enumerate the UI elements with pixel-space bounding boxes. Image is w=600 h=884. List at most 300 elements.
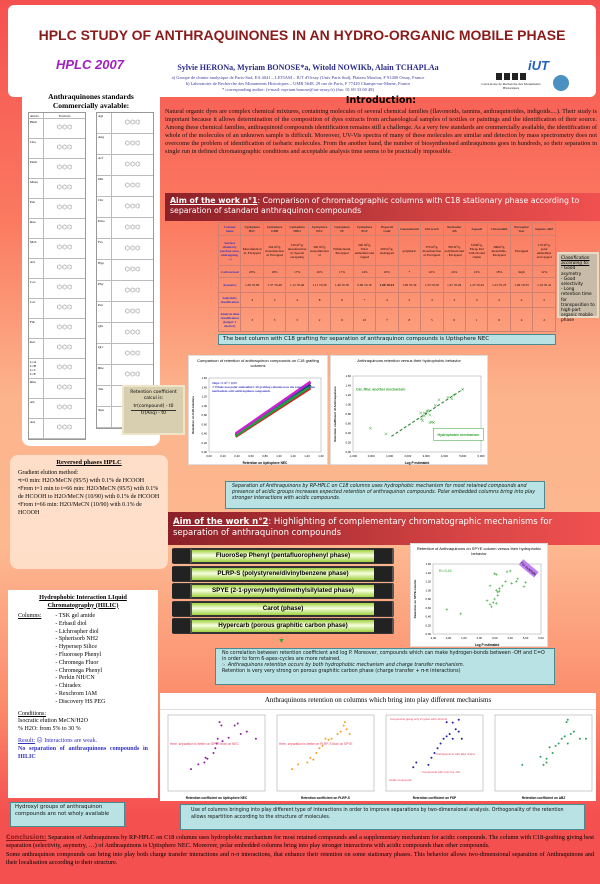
use-of-columns-banner: Use of columns bringing into play different type of interactions in order to improve separations by two-dimensional analysis. Orthogonality of the retention allows repartition according to the structure of molecules. bbox=[180, 804, 585, 830]
rp-step: •t=0 min: H2O/MeCN (95/5) with 0.1% de HCOOH bbox=[18, 478, 145, 484]
data-point bbox=[212, 752, 214, 754]
molecule-structure-icon: ⌬⌬⌬ bbox=[56, 245, 73, 251]
standard-row bbox=[29, 119, 85, 139]
classification-item: - Good asymetry bbox=[561, 266, 582, 277]
chart-annotation bbox=[212, 381, 317, 393]
x-tick-label: 0,00 bbox=[445, 636, 452, 640]
data-point bbox=[585, 738, 587, 740]
data-point bbox=[446, 721, 448, 723]
molecule-structure-icon: ⌬⌬⌬ bbox=[56, 325, 73, 331]
y-tick-label: 0,40 bbox=[345, 431, 351, 435]
data-point bbox=[214, 747, 216, 749]
data-point bbox=[234, 724, 236, 726]
table-cell: 16% bbox=[308, 266, 330, 278]
data-point bbox=[521, 764, 523, 766]
standard-abbreviation: Rue bbox=[29, 219, 44, 238]
x-tick-label: 1,20 bbox=[290, 454, 296, 458]
table-cell: 2 bbox=[488, 293, 510, 308]
hilic-column: - TSK gel amide bbox=[55, 613, 96, 619]
data-point bbox=[443, 738, 445, 740]
standards-table-left bbox=[28, 112, 86, 440]
standard-abbreviation: Agl bbox=[97, 113, 112, 133]
table-header: Uptisphere NEC bbox=[308, 223, 330, 236]
x-axis-label: Retention coefficient on Uptisphere NEC bbox=[185, 796, 248, 800]
table-cell: 3 bbox=[465, 293, 487, 308]
hilic-column: - Rexchrom IAM bbox=[55, 690, 98, 697]
y-tick-label: 0,00 bbox=[425, 632, 431, 636]
table-cell: 3 bbox=[241, 308, 263, 332]
x-tick-label: 2,00 bbox=[476, 636, 483, 640]
x-tick-label: 4,000 bbox=[440, 454, 448, 458]
poster-title: HPLC STUDY OF ANTHRAQUINONES IN AN HYDRO-ORGANIC MOBILE PHASE bbox=[38, 27, 566, 43]
data-point bbox=[415, 762, 417, 764]
data-point bbox=[546, 762, 548, 764]
data-point bbox=[555, 745, 557, 747]
y-tick-label: 1,00 bbox=[425, 588, 431, 593]
standard-row bbox=[29, 399, 85, 419]
data-point bbox=[197, 763, 199, 765]
standard-row bbox=[97, 302, 153, 323]
standard-row bbox=[29, 259, 85, 279]
table-cell: 310 m²/g, monofunctional, Special encapping bbox=[286, 236, 308, 266]
x-tick-label: 2,000 bbox=[404, 454, 412, 458]
x-axis-label: Log P estimated bbox=[404, 461, 430, 465]
y-tick-label: 1,60 bbox=[345, 374, 351, 378]
table-cell: 1.19 ±0.41 bbox=[533, 278, 556, 293]
standard-row bbox=[97, 239, 153, 260]
classification-box bbox=[557, 252, 599, 324]
hilic-column: - Fluorosep Phenyl bbox=[55, 651, 102, 658]
hilic-column: - Hypersep Silice bbox=[55, 644, 97, 651]
standard-abbreviation: Pur bbox=[97, 302, 112, 322]
standard-abbreviation: Cha bbox=[29, 139, 44, 158]
molecule-structure-icon: ⌬⌬⌬ bbox=[124, 182, 141, 189]
column-name: Carot (phase) bbox=[192, 603, 374, 615]
standard-row bbox=[29, 239, 85, 259]
data-point bbox=[567, 743, 569, 745]
mechanisms-title: Anthraquinons retention on columns which bring into play different mechanisms bbox=[160, 693, 596, 710]
standard-row bbox=[97, 281, 153, 302]
molecule-structure-icon: ⌬⌬⌬ bbox=[124, 287, 141, 294]
chart-title: Anthraquinons retention versus their hydrophobic behavior bbox=[357, 358, 461, 363]
row-label: Carbon load bbox=[219, 266, 241, 278]
conference-logo: HPLC 2007 bbox=[56, 57, 124, 72]
table-header: Ultracarb bbox=[421, 223, 443, 236]
table-cell: 8 bbox=[308, 293, 330, 308]
y-tick-label: 1,00 bbox=[345, 402, 351, 407]
standard-row bbox=[97, 113, 153, 134]
data-point bbox=[412, 766, 414, 768]
authors: Sylvie HERONa, Myriam BONOSE*a, Witold NOWIKb, Alain TCHAPLAa bbox=[177, 63, 439, 72]
molecule-structure-icon: ⌬⌬⌬ bbox=[124, 224, 141, 231]
data-point bbox=[346, 728, 348, 730]
data-point bbox=[325, 738, 327, 740]
y-tick-label: 1,40 bbox=[425, 570, 431, 575]
x-tick-label: 1,60 bbox=[318, 454, 324, 458]
chart-logp-retention bbox=[330, 355, 488, 465]
x-tick-label: 5,000 bbox=[459, 454, 467, 458]
standard-row bbox=[29, 419, 85, 439]
plot-area bbox=[433, 564, 541, 634]
x-tick-label: 1,40 bbox=[304, 454, 310, 458]
data-point bbox=[291, 768, 293, 770]
standard-row bbox=[29, 279, 85, 299]
standards-title: Anthraquinones standards Commercially avalable: bbox=[48, 92, 134, 110]
chart-annotation-line: ☞Whole non polar embedded C18 grafting columns uses the same retention mechanism with anthraquinon compounds bbox=[212, 385, 315, 393]
hilic-column: - Chromega Phenyl bbox=[55, 667, 103, 674]
standard-row bbox=[29, 219, 85, 239]
table-cell: 200 m²/g, endcapped bbox=[376, 236, 398, 266]
plot-area bbox=[277, 715, 374, 791]
standard-row bbox=[29, 159, 85, 179]
table-cell: 370 m²/g, monofunctional, Encapped bbox=[421, 236, 443, 266]
table-cell: 22% bbox=[421, 266, 443, 278]
data-point bbox=[452, 722, 454, 724]
standard-row bbox=[97, 365, 153, 386]
table-cell: 4 bbox=[510, 293, 532, 308]
hilic-column: - Discovery HS PEG bbox=[55, 698, 106, 705]
poster-header bbox=[8, 5, 596, 97]
hplc-column-item bbox=[172, 601, 394, 617]
table-header: Uptisphere PLP bbox=[353, 223, 375, 236]
data-point bbox=[573, 731, 575, 733]
y-tick-label: 0,40 bbox=[201, 431, 207, 436]
hilic-result-label: Result: bbox=[18, 737, 36, 744]
standard-abbreviation: Hyp bbox=[97, 260, 112, 280]
table-cell: 12% bbox=[465, 266, 487, 278]
chart-c18-comparison bbox=[188, 355, 328, 465]
standard-row bbox=[97, 344, 153, 365]
plot-area bbox=[168, 715, 265, 791]
standard-row bbox=[97, 197, 153, 218]
table-cell: 1.11 ±0.20 bbox=[308, 278, 330, 293]
hilic-column: - Lichrospher diol bbox=[55, 628, 99, 635]
data-point bbox=[246, 731, 248, 733]
data-point bbox=[427, 764, 429, 766]
data-point bbox=[437, 747, 439, 749]
table-cell: 5 bbox=[263, 293, 285, 308]
column-comparison-section bbox=[218, 222, 556, 345]
standard-abbreviation: Mch bbox=[29, 239, 44, 258]
y-tick-label: 1,40 bbox=[345, 383, 351, 388]
standard-row bbox=[97, 218, 153, 239]
standard-row bbox=[97, 323, 153, 344]
standard-abbreviation: Chr bbox=[97, 197, 112, 217]
hilic-column: - Spherisorb NH2 bbox=[55, 636, 99, 643]
data-point bbox=[567, 719, 569, 721]
data-point bbox=[461, 738, 463, 740]
table-cell: 1.36 ±0.69 bbox=[241, 278, 263, 293]
table-cell: 1.12 ±0.46 bbox=[286, 278, 308, 293]
chart-annotation: Here, separation is better on PLRP-S than on SPYE bbox=[279, 742, 353, 746]
formula-numerator: tr(compound) - t0 bbox=[133, 404, 174, 409]
data-point bbox=[430, 757, 432, 759]
table-cell: 320 m²/g, monofunctional bbox=[308, 236, 330, 266]
x-tick-label: 1,00 bbox=[276, 454, 282, 458]
table-cell: 344 m²/g, monofunctional, Encapped bbox=[263, 236, 285, 266]
y-tick-label: 0,80 bbox=[345, 412, 351, 416]
x-axis-label: Retention on Uptisphere NEC bbox=[242, 461, 288, 465]
hplc-column-item bbox=[172, 618, 394, 634]
chart-spye-logp bbox=[410, 543, 548, 647]
y-tick-label: 0,20 bbox=[201, 440, 207, 445]
standard-row bbox=[97, 155, 153, 176]
column-name: FluoroSep Phenyl (pentafluorophenyl phase) bbox=[192, 550, 374, 562]
retention-formula-title: Retention coefficient calcul is: bbox=[130, 390, 177, 401]
column-endfitting-icon bbox=[172, 584, 192, 598]
table-cell: Encapped bbox=[510, 236, 532, 266]
data-point bbox=[203, 762, 205, 764]
aim2-label: Aim of the work n°2 bbox=[173, 517, 269, 527]
hilic-column: - Perkin NH/CN bbox=[55, 675, 95, 682]
y-tick-label: 0,80 bbox=[425, 597, 431, 601]
x-tick-label: 0,40 bbox=[234, 454, 240, 458]
molecule-structure-icon: ⌬⌬⌬ bbox=[56, 365, 73, 371]
chart-annotation-line: Slope ≈1 R² ≈ 0,99 bbox=[212, 381, 237, 385]
column-name: Hypercarb (porous graphitic carbon phase) bbox=[192, 620, 374, 632]
chart-annotation: Car, Rha: another mechanism bbox=[356, 387, 406, 392]
data-point bbox=[452, 738, 454, 740]
column-name: PLRP-S (polystyrene/divinylbenzene phase) bbox=[192, 568, 374, 580]
y-tick-label: 0,80 bbox=[201, 413, 207, 417]
table-cell: high bbox=[510, 266, 532, 278]
molecule-structure-icon: ⌬⌬⌬ bbox=[56, 125, 73, 131]
standard-abbreviation: Phy bbox=[97, 281, 112, 301]
standard-abbreviation: Cos bbox=[29, 279, 44, 298]
hplc-column-item bbox=[172, 566, 394, 582]
iut-logo: iUT bbox=[528, 58, 549, 73]
standard-abbreviation: Fra bbox=[97, 239, 112, 259]
hilic-column: - Erbasil diol bbox=[55, 620, 87, 627]
standard-abbreviation: Dam bbox=[29, 159, 44, 178]
standard-abbreviation: Rhu bbox=[29, 379, 44, 398]
table-row bbox=[219, 266, 556, 278]
conclusion-paragraph: Separation of Anthraquinons by RP-HPLC on C18 columns uses hydrophobic mechanism for most retained compounds and a supplementary mechanism for acidic compounds. The column with C18-grafting giving best separation (selectivity, asymetry, …) of Anthraquinons is Uptisphere NEC. Moreover, polar embedded columns bring into play stronger interactions with acidic compounds than other compounds. bbox=[6, 834, 595, 850]
data-point bbox=[458, 719, 460, 721]
table-cell: 4 bbox=[376, 293, 398, 308]
table-cell: 4 bbox=[286, 293, 308, 308]
y-tick-label: 0,00 bbox=[201, 450, 207, 454]
data-point bbox=[190, 768, 192, 770]
table-cell: 5 bbox=[421, 308, 443, 332]
standard-abbreviation: Ali bbox=[29, 399, 44, 418]
affiliation-a: a) Groupe de chimie analytique de Paris-Sud, EA 4041 – LETIAM – IUT d'Orsay (Univ Paris Sud), Plateau Moulon, F 91400 Orsay, France bbox=[171, 75, 425, 80]
hilic-columns-label: Columns: bbox=[18, 613, 42, 619]
table-cell: 3 bbox=[241, 293, 263, 308]
chart-annotation: Hydrophobic mechanism bbox=[437, 432, 480, 437]
columns-tested-list bbox=[172, 548, 394, 636]
data-point bbox=[558, 743, 560, 745]
chart-title: Retention of Anthraquinons on SPYE column versus their hydrophobic behavior bbox=[416, 546, 542, 556]
table-header: Supelco ABZ bbox=[533, 223, 556, 236]
molecule-structure-icon: ⌬⌬⌬ bbox=[56, 305, 73, 311]
hilic-title: Hydrophobic Interaction LIquid Chromatography (HILIC) bbox=[39, 594, 127, 609]
example-badge-text: For example bbox=[519, 560, 538, 577]
rp-subtitle: Gradient elution method: bbox=[18, 470, 79, 476]
data-point bbox=[561, 738, 563, 740]
y-tick-label: 1,40 bbox=[201, 385, 207, 390]
standard-abbreviation: Emo bbox=[97, 218, 112, 238]
table-cell: 1.47 ±0.04 bbox=[443, 278, 465, 293]
table-cell: 350 m²/g, polyfunctional, Encapped bbox=[443, 236, 465, 266]
table-cell: 3 bbox=[443, 293, 465, 308]
classification-title: Classification according to: bbox=[561, 256, 590, 267]
table-cell: * bbox=[398, 266, 420, 278]
table-cell: 9 bbox=[331, 308, 353, 332]
y-tick-label: 0,60 bbox=[345, 421, 351, 426]
molecule-structure-icon: ⌬⌬⌬ bbox=[124, 371, 141, 378]
y-tick-label: 0,00 bbox=[345, 450, 351, 454]
table-cell: 5 bbox=[398, 293, 420, 308]
standard-row bbox=[29, 139, 85, 159]
table-header: Uptisphere TF bbox=[331, 223, 353, 236]
row-label: Analysis time classification (longer:1 shorter) bbox=[219, 308, 241, 332]
data-point bbox=[579, 738, 581, 740]
table-cell: 310m²/g, Encap Ped with alcohol chains bbox=[465, 236, 487, 266]
x-tick-label: 5,00 bbox=[522, 636, 529, 640]
standard-row bbox=[97, 260, 153, 281]
lrmh-logo-text: Laboratoire de Recherche des Monuments Historiques bbox=[481, 82, 541, 90]
molecule-structure-icon: ⌬⌬⌬ bbox=[56, 145, 73, 151]
column-endfitting-icon bbox=[374, 567, 394, 581]
table-cell: 18% bbox=[263, 266, 285, 278]
separation-note-banner: Separation of Anthraquinons by RP-HPLC on C18 columns uses hydrophobic mechanism for most retained compounds and presence of acidic groups increases expected retention of anthraquinon compounds. Polar embedded columns bring into play stronger interactions with acidic compounds. bbox=[225, 481, 545, 509]
hilic-column: - Chromega Fluor bbox=[55, 659, 99, 666]
table-cell: 24% bbox=[443, 266, 465, 278]
x-tick-label: 0,80 bbox=[262, 454, 268, 458]
plot-area bbox=[495, 715, 592, 791]
table-cell: 14% bbox=[353, 266, 375, 278]
column-endfitting-icon bbox=[172, 549, 192, 563]
row-label: Selectivity classification bbox=[219, 293, 241, 308]
hilic-column: - Chiradex bbox=[55, 683, 81, 690]
y-tick-label: 1,20 bbox=[425, 579, 431, 584]
standard-abbreviation: Ang bbox=[97, 134, 112, 154]
x-tick-label: 3,00 bbox=[491, 636, 498, 640]
table-cell: 1 bbox=[465, 308, 487, 332]
standard-row bbox=[97, 134, 153, 155]
molecule-structure-icon: ⌬⌬⌬ bbox=[56, 345, 73, 351]
table-cell: 1.00 ±0.23 bbox=[376, 278, 398, 293]
classification-item: - Long retention time for transposition to high-part organic mobile phase bbox=[561, 287, 595, 324]
row-label: Asymetry bbox=[219, 278, 241, 293]
data-point bbox=[206, 758, 208, 760]
table-cell: 12% bbox=[533, 266, 556, 278]
rp-title: Reversed phases HPLC bbox=[56, 459, 122, 466]
data-point bbox=[340, 731, 342, 733]
reversed-phase-panel bbox=[10, 455, 168, 569]
x-tick-label: 0,20 bbox=[220, 454, 226, 458]
chart-annotation: Compounds with only free -OH bbox=[422, 770, 461, 774]
conclusion-section bbox=[6, 834, 594, 868]
standard-abbreviation: Rhe bbox=[97, 365, 112, 385]
hilic-conditions-label: Conditions: bbox=[18, 710, 47, 717]
table-cell: 3 bbox=[286, 308, 308, 332]
introduction-heading: Introduction: bbox=[345, 95, 417, 106]
data-point bbox=[240, 733, 242, 735]
hilic-columns-list bbox=[55, 613, 105, 707]
data-point bbox=[331, 738, 333, 740]
molecule-structure-icon: ⌬⌬⌬ bbox=[56, 205, 73, 211]
x-tick-label: -1,00 bbox=[429, 636, 437, 640]
data-point bbox=[570, 733, 572, 735]
y-tick-label: 0,20 bbox=[425, 623, 431, 628]
x-axis-label: Retention coefficient on FSP bbox=[412, 796, 457, 800]
molecule-structure-icon: ⌬⌬⌬ bbox=[124, 245, 141, 252]
standard-row bbox=[29, 319, 85, 339]
standard-abbreviation: Alv bbox=[29, 259, 44, 278]
column-endfitting-icon bbox=[374, 619, 394, 633]
data-point bbox=[228, 737, 230, 739]
molecule-structure-icon: ⌬⌬⌬ bbox=[56, 265, 73, 271]
standard-row bbox=[29, 199, 85, 219]
conclusion-paragraph: Some anthraquinon compounds can bring into play both charge transfer interactions and π-π interactions, that enhance their retention on some stationary phases. This behavior allows two-dimensional separation of Anthraquinons and their localisation according to their structure. bbox=[6, 850, 594, 867]
x-tick-label: 6,000 bbox=[477, 454, 485, 458]
data-point bbox=[237, 723, 239, 725]
standard-abbreviation: Xpu bbox=[97, 407, 112, 427]
column-endfitting-icon bbox=[374, 602, 394, 616]
molecule-structure-icon: ⌬⌬⌬ bbox=[124, 329, 141, 336]
table-cell: 1.33 ±0.56 bbox=[421, 278, 443, 293]
data-point bbox=[297, 763, 299, 765]
chart-annotation: R²=0,44 bbox=[439, 569, 452, 573]
no-correlation-line: No correlation between retention coefficient and log P. Moreover, compounds which can make hydrogen-bonds between -OH and C=O in order to form 6-apex-cycles are more retained. bbox=[222, 651, 545, 662]
data-point bbox=[440, 743, 442, 745]
y-axis-label: Retention on SPYE column bbox=[413, 579, 417, 619]
y-tick-label: 0,40 bbox=[425, 614, 431, 619]
standard-abbreviation: Acf bbox=[97, 155, 112, 175]
table-row bbox=[219, 278, 556, 293]
aim1-text: : Comparison of chromatographic columns with C18 stationary phase according to separation of standard anthraquinon compounds bbox=[170, 196, 580, 215]
molecule-structure-icon: ⌬⌬⌬ bbox=[124, 203, 141, 210]
table-cell: 1.25 ±0.44 bbox=[465, 278, 487, 293]
standard-row bbox=[97, 176, 153, 197]
hilic-panel bbox=[8, 590, 158, 798]
data-point bbox=[349, 733, 351, 735]
rp-step: •From t=1 min to t=66 min: H2O/MeCN (95/5) with 0.1% de HCOOH to H2O/MeCN (10/90) with 0.1% de HCOOH bbox=[18, 486, 160, 500]
table-header: Gammabond bbox=[398, 223, 420, 236]
table-cell: 3 bbox=[263, 308, 285, 332]
molecule-structure-icon: ⌬⌬⌬ bbox=[56, 405, 73, 411]
data-point bbox=[220, 724, 222, 726]
table-header: Nucleodur AB bbox=[443, 223, 465, 236]
hilic-condition: Isocratic elution MeCN/H2O bbox=[18, 718, 88, 725]
table-cell: 17% bbox=[331, 266, 353, 278]
data-point bbox=[449, 733, 451, 735]
table-cell: polymeric bbox=[398, 236, 420, 266]
data-point bbox=[337, 733, 339, 735]
best-column-banner: The best column with C18 grafting for separation of anthraquinon compounds is Uptisphere NEC bbox=[218, 334, 556, 345]
y-tick-label: 0,20 bbox=[345, 440, 351, 445]
table-header: Uptisphere ODB bbox=[263, 223, 285, 236]
standard-abbreviation: Flk bbox=[29, 319, 44, 338]
table-cell: 300m²/g, monolithic, Encapped bbox=[488, 236, 510, 266]
column-endfitting-icon bbox=[172, 602, 192, 616]
y-axis-label: Retention on C18 columns bbox=[191, 396, 195, 434]
data-point bbox=[219, 721, 221, 723]
chart-annotation: Acidic compounds bbox=[389, 778, 412, 782]
retention-formula-box bbox=[122, 385, 185, 435]
x-axis-label: Retention coefficient on ABZ bbox=[521, 796, 566, 800]
table-cell: 18% bbox=[488, 266, 510, 278]
table-header: Chromolith bbox=[488, 223, 510, 236]
table-row bbox=[219, 236, 556, 266]
data-point bbox=[549, 746, 551, 748]
standard-abbreviation: Alz bbox=[29, 419, 44, 438]
table-cell: 6 bbox=[443, 308, 465, 332]
column-endfitting-icon bbox=[172, 619, 192, 633]
x-tick-label: 0,60 bbox=[248, 454, 254, 458]
